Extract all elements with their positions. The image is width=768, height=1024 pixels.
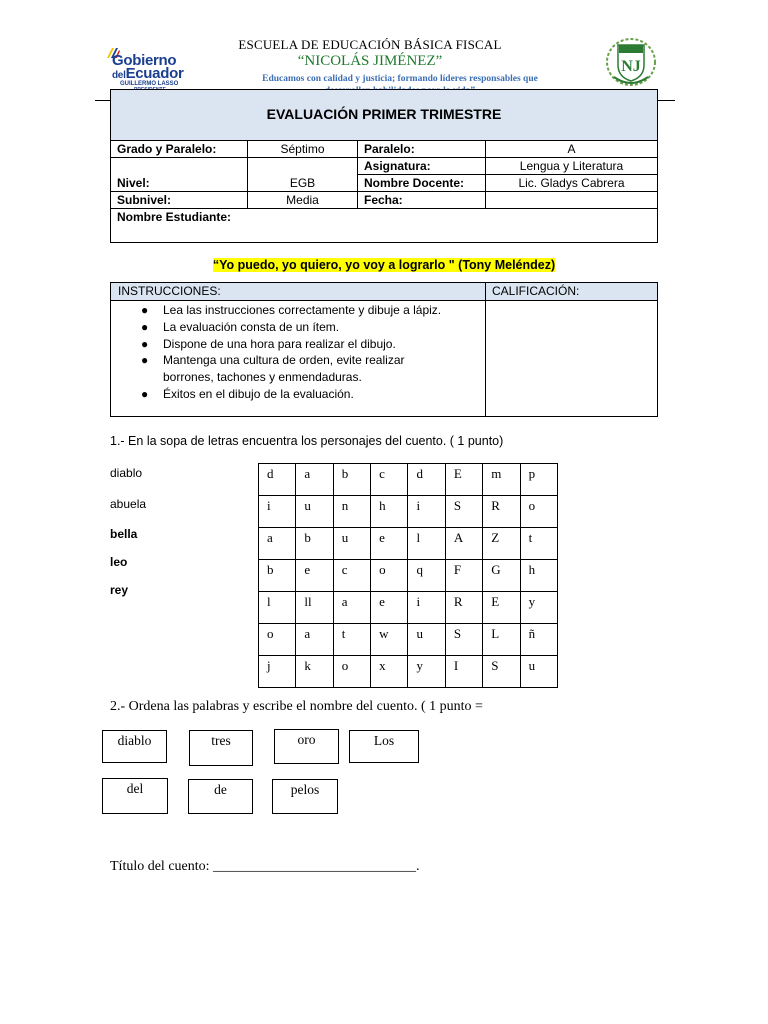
- grid-cell: o: [520, 496, 557, 528]
- grid-cell: o: [333, 656, 370, 688]
- grid-cell: a: [296, 464, 333, 496]
- grid-cell: h: [371, 496, 408, 528]
- grid-cell: j: [259, 656, 296, 688]
- grid-cell: a: [296, 624, 333, 656]
- grid-cell: e: [371, 592, 408, 624]
- word-box: del: [102, 778, 168, 814]
- grid-cell: l: [259, 592, 296, 624]
- grid-cell: c: [371, 464, 408, 496]
- docente-label: Nombre Docente:: [364, 176, 465, 190]
- asignatura-label: Asignatura:: [364, 159, 431, 173]
- grid-cell: i: [408, 592, 445, 624]
- grid-cell: G: [483, 560, 520, 592]
- school-motto: Educamos con calidad y justicia; formando líderes responsables que: [262, 74, 538, 84]
- grid-cell: u: [333, 528, 370, 560]
- grid-cell: e: [296, 560, 333, 592]
- grid-cell: b: [296, 528, 333, 560]
- grid-cell: q: [408, 560, 445, 592]
- grid-cell: p: [520, 464, 557, 496]
- grid-cell: l: [408, 528, 445, 560]
- svg-text:NJ: NJ: [621, 58, 641, 75]
- grid-row: [259, 656, 558, 688]
- nivel-label: Nivel:: [117, 176, 150, 190]
- evaluation-info-table: [110, 89, 658, 243]
- question-2-text: 2.- Ordena las palabras y escribe el nombre del cuento. ( 1 punto =: [110, 699, 483, 714]
- grid-cell: y: [408, 656, 445, 688]
- grid-cell: e: [371, 528, 408, 560]
- grid-row: [259, 528, 558, 560]
- instructions-header: INSTRUCCIONES:: [118, 284, 221, 298]
- story-title-line: Título del cuento: _____________________________.: [110, 859, 420, 874]
- school-crest-icon: [604, 33, 658, 87]
- grid-cell: a: [259, 528, 296, 560]
- grid-cell: F: [445, 560, 482, 592]
- word-list-item: abuela: [110, 497, 147, 511]
- government-logo: [104, 44, 204, 92]
- grado-value: Séptimo: [280, 142, 325, 156]
- divider: [485, 283, 486, 416]
- grid-cell: L: [483, 624, 520, 656]
- word-box: diablo: [102, 730, 167, 763]
- instruction-item: ● Mantenga una cultura de orden, evite realizar: [141, 353, 405, 368]
- grid-cell: o: [259, 624, 296, 656]
- grid-cell: I: [445, 656, 482, 688]
- grid-cell: ñ: [520, 624, 557, 656]
- docente-value: Lic. Gladys Cabrera: [518, 176, 625, 190]
- grid-cell: S: [445, 496, 482, 528]
- grid-cell: Z: [483, 528, 520, 560]
- grid-cell: o: [371, 560, 408, 592]
- school-type: ESCUELA DE EDUCACIÓN BÁSICA FISCAL: [238, 37, 502, 52]
- paralelo-value: A: [567, 142, 576, 156]
- nivel-value: EGB: [289, 176, 316, 190]
- word-search-grid: [258, 463, 558, 688]
- word-box: Los: [349, 730, 419, 763]
- asignatura-value: Lengua y Literatura: [519, 159, 624, 173]
- grade-header: CALIFICACIÓN:: [492, 284, 580, 298]
- school-name: “NICOLÁS JIMÉNEZ”: [297, 53, 443, 69]
- grid-cell: n: [333, 496, 370, 528]
- grid-cell: S: [483, 656, 520, 688]
- grado-label: Grado y Paralelo:: [117, 142, 217, 156]
- logo-line2: delEcuador: [112, 65, 184, 82]
- word-box: oro: [274, 729, 339, 764]
- evaluation-title: EVALUACIÓN PRIMER TRIMESTRE: [266, 106, 502, 122]
- grid-cell: a: [333, 592, 370, 624]
- evaluation-title-row: [111, 90, 657, 141]
- grid-cell: E: [483, 592, 520, 624]
- grid-cell: d: [408, 464, 445, 496]
- estudiante-label: Nombre Estudiante:: [117, 210, 232, 224]
- grid-cell: S: [445, 624, 482, 656]
- grid-cell: u: [520, 656, 557, 688]
- grid-cell: x: [371, 656, 408, 688]
- grid-cell: b: [259, 560, 296, 592]
- fecha-label: Fecha:: [364, 193, 403, 207]
- grid-cell: u: [408, 624, 445, 656]
- instructions-list: [141, 302, 481, 403]
- grid-cell: R: [445, 592, 482, 624]
- instruction-item: ● Lea las instrucciones correctamente y dibuje a lápiz.: [141, 303, 442, 317]
- logo-line1: Gobierno: [112, 52, 177, 69]
- word-box: de: [188, 779, 253, 814]
- grid-cell: u: [296, 496, 333, 528]
- grid-row: [259, 624, 558, 656]
- instruction-item: ● Éxitos en el dibujo de la evaluación.: [141, 386, 354, 401]
- subnivel-label: Subnivel:: [117, 193, 172, 207]
- grid-cell: t: [520, 528, 557, 560]
- grid-cell: i: [408, 496, 445, 528]
- instruction-item: ● La evaluación consta de un ítem.: [141, 319, 340, 334]
- grid-row: [259, 464, 558, 496]
- word-box: tres: [189, 730, 253, 766]
- grid-cell: t: [333, 624, 370, 656]
- instructions-table: [110, 282, 658, 417]
- grid-cell: E: [445, 464, 482, 496]
- grid-cell: h: [520, 560, 557, 592]
- instruction-item-continuation: borrones, tachones y enmendaduras.: [163, 370, 362, 385]
- grid-cell: A: [445, 528, 482, 560]
- grid-cell: y: [520, 592, 557, 624]
- question-1-text: 1.- En la sopa de letras encuentra los personajes del cuento. ( 1 punto): [110, 434, 504, 448]
- instruction-item: ● Dispone de una hora para realizar el dibujo.: [141, 336, 396, 351]
- grid-row: [259, 496, 558, 528]
- word-list-item: leo: [110, 555, 128, 569]
- subnivel-value: Media: [286, 193, 319, 207]
- grid-cell: b: [333, 464, 370, 496]
- word-box: pelos: [272, 779, 338, 814]
- grid-cell: k: [296, 656, 333, 688]
- logo-line3: GUILLERMO LASSO: [120, 81, 179, 87]
- grid-row: [259, 560, 558, 592]
- motivational-quote: “Yo puedo, yo quiero, yo voy a lograrlo " (Tony Meléndez): [212, 258, 556, 272]
- word-list-item: rey: [110, 583, 129, 597]
- grid-cell: R: [483, 496, 520, 528]
- word-list-item: bella: [110, 527, 138, 541]
- paralelo-label: Paralelo:: [364, 142, 415, 156]
- grid-cell: d: [259, 464, 296, 496]
- grid-cell: i: [259, 496, 296, 528]
- grid-cell: ll: [296, 592, 333, 624]
- instructions-header-row: [111, 283, 657, 301]
- grid-cell: c: [333, 560, 370, 592]
- grid-cell: w: [371, 624, 408, 656]
- word-list-item: diablo: [110, 466, 143, 480]
- grid-row: [259, 592, 558, 624]
- grid-cell: m: [483, 464, 520, 496]
